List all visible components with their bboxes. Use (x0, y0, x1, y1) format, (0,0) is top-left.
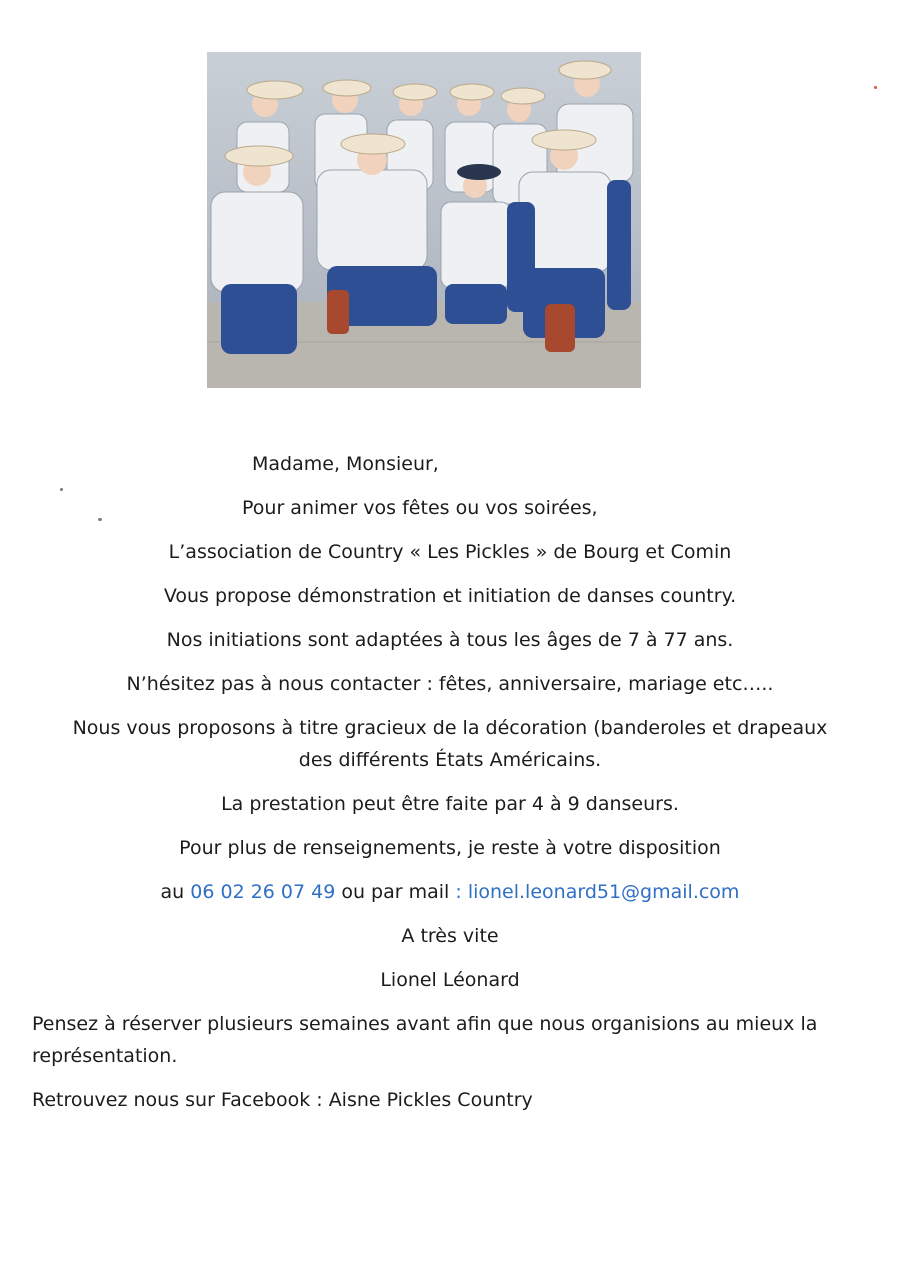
scan-speck (60, 488, 63, 491)
scan-speck (874, 86, 877, 89)
association-line: L’association de Country « Les Pickles » de Bourg et Comin (168, 541, 732, 563)
facebook-line: Retrouvez nous sur Facebook : Aisne Pickles Country (32, 1089, 533, 1111)
contact-middle: ou par mail (335, 881, 456, 903)
scan-speck (98, 518, 102, 521)
email-link[interactable]: lionel.leonard51@gmail.com (467, 881, 740, 903)
phone-link[interactable]: 06 02 26 07 49 (190, 881, 336, 903)
contact-prefix: au (160, 881, 191, 903)
offer-line: Vous propose démonstration et initiation de danses country. (163, 585, 737, 607)
note-line: Pensez à réserver plusieurs semaines avant afin que nous organisions au mieux la (32, 1013, 818, 1035)
dancers-line: La prestation peut être faite par 4 à 9 danseurs. (221, 793, 679, 815)
ages-line: Nos initiations sont adaptées à tous les âges de 7 à 77 ans. (166, 629, 734, 651)
intro-line: Pour animer vos fêtes ou vos soirées, (242, 497, 598, 519)
note-line-continued: représentation. (32, 1045, 178, 1067)
closing: A très vite (401, 925, 499, 947)
signature: Lionel Léonard (380, 969, 520, 991)
info-line: Pour plus de renseignements, je reste à votre disposition (179, 837, 721, 859)
contact-line (0, 880, 900, 904)
salutation: Madame, Monsieur, (252, 453, 439, 475)
decoration-line: Nous vous proposons à titre gracieux de la décoration (banderoles et drapeaux (72, 717, 828, 739)
group-photo (207, 52, 641, 388)
decoration-line-continued: des différents États Américains. (298, 749, 602, 771)
group-photo-illustration (207, 52, 641, 388)
contact-colon: : (455, 881, 468, 903)
contact-invite-line: N’hésitez pas à nous contacter : fêtes, anniversaire, mariage etc….. (126, 673, 774, 695)
